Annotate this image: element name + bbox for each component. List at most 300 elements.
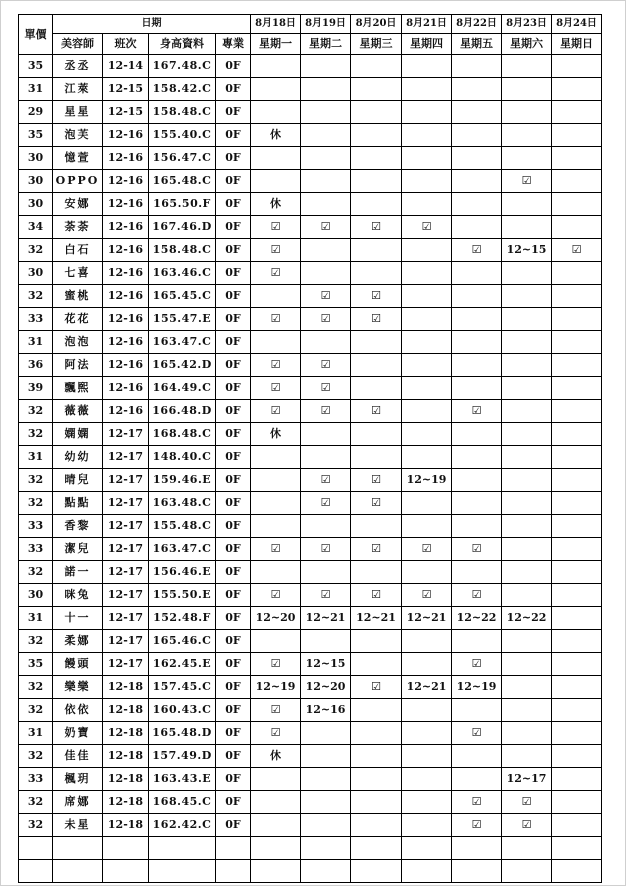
table-row	[19, 170, 602, 193]
table-row	[19, 515, 602, 538]
height-data-cell: 168.45.C	[149, 791, 216, 814]
empty-cell	[351, 837, 402, 860]
stylist-name-cell: 泡泡	[53, 331, 103, 354]
checkbox-mark-cell: ☑	[301, 400, 351, 423]
empty-cell	[402, 837, 452, 860]
day-cell: 12~20	[301, 676, 351, 699]
day-cell	[452, 699, 502, 722]
day-cell	[301, 170, 351, 193]
checkbox-mark-cell: ☑	[402, 584, 452, 607]
weekday-header: 星期二	[301, 34, 351, 55]
price-cell: 32	[19, 423, 53, 446]
day-cell	[552, 699, 602, 722]
day-cell: 12~17	[502, 768, 552, 791]
day-cell	[351, 124, 402, 147]
price-cell: 32	[19, 469, 53, 492]
specialty-cell: 0F	[216, 515, 251, 538]
day-cell	[402, 170, 452, 193]
day-cell	[552, 469, 602, 492]
schedule-table	[18, 14, 602, 883]
empty-cell	[19, 860, 53, 883]
day-cell	[502, 515, 552, 538]
height-data-cell: 163.43.E	[149, 768, 216, 791]
day-cell	[552, 354, 602, 377]
date-group-header: 日期	[53, 15, 251, 34]
day-cell	[502, 262, 552, 285]
day-cell	[351, 354, 402, 377]
day-cell	[502, 722, 552, 745]
checkbox-mark-cell: ☑	[502, 170, 552, 193]
day-cell	[301, 423, 351, 446]
schedule-body	[19, 55, 602, 883]
day-cell	[502, 101, 552, 124]
day-cell	[452, 285, 502, 308]
day-cell	[351, 745, 402, 768]
day-cell	[402, 101, 452, 124]
empty-cell	[552, 837, 602, 860]
empty-cell	[19, 837, 53, 860]
height-data-cell: 163.47.C	[149, 538, 216, 561]
day-cell	[251, 814, 301, 837]
checkbox-mark-cell: ☑	[452, 814, 502, 837]
day-cell	[452, 331, 502, 354]
day-cell: 12~21	[402, 607, 452, 630]
price-cell: 32	[19, 814, 53, 837]
table-row	[19, 423, 602, 446]
stylist-name-cell: 幼幼	[53, 446, 103, 469]
stylist-name-cell: 潔兒	[53, 538, 103, 561]
day-cell	[351, 170, 402, 193]
shift-cell: 12-16	[103, 170, 149, 193]
day-cell	[552, 170, 602, 193]
day-cell	[552, 814, 602, 837]
table-row	[19, 308, 602, 331]
height-data-cell: 158.42.C	[149, 78, 216, 101]
shift-cell: 12-16	[103, 262, 149, 285]
day-cell	[351, 814, 402, 837]
table-row	[19, 354, 602, 377]
checkbox-mark-cell: ☑	[301, 216, 351, 239]
stylist-name-cell: 七喜	[53, 262, 103, 285]
checkbox-mark-cell: ☑	[251, 262, 301, 285]
stylist-name-cell: 憶萱	[53, 147, 103, 170]
day-cell	[402, 354, 452, 377]
table-row	[19, 262, 602, 285]
stylist-name-cell: 樂樂	[53, 676, 103, 699]
day-cell	[251, 561, 301, 584]
price-cell: 32	[19, 791, 53, 814]
shift-cell: 12-16	[103, 285, 149, 308]
stylist-name-cell: 江萊	[53, 78, 103, 101]
checkbox-mark-cell: ☑	[251, 216, 301, 239]
checkbox-mark-cell: ☑	[301, 377, 351, 400]
day-cell	[301, 814, 351, 837]
day-cell	[452, 561, 502, 584]
specialty-cell: 0F	[216, 331, 251, 354]
checkbox-mark-cell: ☑	[251, 354, 301, 377]
day-cell	[351, 193, 402, 216]
table-row	[19, 492, 602, 515]
stylist-name-cell: 點點	[53, 492, 103, 515]
day-cell	[402, 722, 452, 745]
table-row	[19, 791, 602, 814]
day-cell	[251, 55, 301, 78]
day-cell	[402, 492, 452, 515]
stylist-name-cell: 諾一	[53, 561, 103, 584]
table-row	[19, 653, 602, 676]
day-cell	[502, 676, 552, 699]
day-cell	[452, 446, 502, 469]
day-cell	[251, 768, 301, 791]
checkbox-mark-cell: ☑	[502, 814, 552, 837]
day-cell	[251, 791, 301, 814]
price-cell: 30	[19, 147, 53, 170]
day-cell	[351, 791, 402, 814]
price-cell: 30	[19, 193, 53, 216]
specialty-cell: 0F	[216, 538, 251, 561]
price-cell: 30	[19, 170, 53, 193]
checkbox-mark-cell: ☑	[502, 791, 552, 814]
specialty-cell: 0F	[216, 722, 251, 745]
table-row	[19, 469, 602, 492]
stylist-name-cell: 未星	[53, 814, 103, 837]
shift-cell: 12-18	[103, 814, 149, 837]
checkbox-mark-cell: ☑	[251, 400, 301, 423]
table-row	[19, 377, 602, 400]
day-cell	[351, 101, 402, 124]
stylist-name-cell: 安娜	[53, 193, 103, 216]
day-cell	[301, 331, 351, 354]
day-cell	[402, 791, 452, 814]
shift-cell: 12-18	[103, 791, 149, 814]
specialty-cell: 0F	[216, 170, 251, 193]
day-cell	[552, 791, 602, 814]
empty-cell	[502, 860, 552, 883]
table-row	[19, 216, 602, 239]
shift-cell: 12-18	[103, 745, 149, 768]
table-row	[19, 676, 602, 699]
height-data-cell: 156.46.E	[149, 561, 216, 584]
height-data-cell: 165.42.D	[149, 354, 216, 377]
price-cell: 35	[19, 653, 53, 676]
day-cell	[251, 147, 301, 170]
day-cell	[301, 78, 351, 101]
day-cell	[301, 722, 351, 745]
table-row	[19, 768, 602, 791]
empty-cell	[251, 860, 301, 883]
stylist-name-cell: 星星	[53, 101, 103, 124]
day-cell	[251, 285, 301, 308]
day-cell: 12~21	[351, 607, 402, 630]
day-cell	[402, 561, 452, 584]
day-cell	[502, 492, 552, 515]
day-cell	[452, 124, 502, 147]
table-row	[19, 607, 602, 630]
day-cell	[351, 423, 402, 446]
price-cell: 35	[19, 124, 53, 147]
empty-row	[19, 837, 602, 860]
day-cell: 12~19	[452, 676, 502, 699]
checkbox-mark-cell: ☑	[301, 492, 351, 515]
day-cell	[552, 423, 602, 446]
day-cell	[502, 55, 552, 78]
day-cell	[402, 653, 452, 676]
price-cell: 35	[19, 55, 53, 78]
day-cell	[402, 377, 452, 400]
weekday-header-sunday: 星期日	[552, 34, 602, 55]
shift-cell: 12-16	[103, 331, 149, 354]
date-header: 8月19日	[301, 15, 351, 34]
specialty-cell: 0F	[216, 814, 251, 837]
shift-column-header: 班次	[103, 34, 149, 55]
day-cell: 12~21	[402, 676, 452, 699]
shift-cell: 12-18	[103, 722, 149, 745]
table-row	[19, 400, 602, 423]
specialty-cell: 0F	[216, 377, 251, 400]
day-cell	[402, 308, 452, 331]
height-data-cell: 148.40.C	[149, 446, 216, 469]
checkbox-mark-cell: ☑	[452, 584, 502, 607]
shift-cell: 12-17	[103, 561, 149, 584]
empty-cell	[552, 860, 602, 883]
day-cell	[552, 124, 602, 147]
day-cell	[351, 147, 402, 170]
day-cell	[552, 515, 602, 538]
height-data-cell: 165.50.F	[149, 193, 216, 216]
day-cell	[402, 55, 452, 78]
day-cell	[402, 239, 452, 262]
specialty-cell: 0F	[216, 446, 251, 469]
table-row	[19, 124, 602, 147]
specialty-cell: 0F	[216, 308, 251, 331]
day-cell	[351, 630, 402, 653]
date-header: 8月20日	[351, 15, 402, 34]
day-cell: 12~15	[502, 239, 552, 262]
checkbox-mark-cell: ☑	[301, 469, 351, 492]
day-cell	[502, 653, 552, 676]
day-cell	[502, 78, 552, 101]
empty-cell	[216, 837, 251, 860]
height-data-cell: 165.48.C	[149, 170, 216, 193]
height-data-cell: 157.45.C	[149, 676, 216, 699]
specialty-cell: 0F	[216, 768, 251, 791]
day-cell	[452, 423, 502, 446]
specialty-cell: 0F	[216, 147, 251, 170]
table-row	[19, 101, 602, 124]
shift-cell: 12-17	[103, 538, 149, 561]
day-cell	[452, 515, 502, 538]
empty-row	[19, 860, 602, 883]
day-cell	[552, 101, 602, 124]
stylist-name-cell: 阿法	[53, 354, 103, 377]
day-cell	[301, 791, 351, 814]
shift-cell: 12-16	[103, 193, 149, 216]
day-cell	[502, 630, 552, 653]
checkbox-mark-cell: ☑	[251, 377, 301, 400]
checkbox-mark-cell: ☑	[351, 584, 402, 607]
date-header: 8月22日	[452, 15, 502, 34]
specialty-cell: 0F	[216, 607, 251, 630]
table-row	[19, 538, 602, 561]
day-cell	[402, 630, 452, 653]
day-cell	[452, 492, 502, 515]
price-cell: 33	[19, 308, 53, 331]
weekday-header: 星期三	[351, 34, 402, 55]
day-cell	[552, 216, 602, 239]
price-cell: 31	[19, 78, 53, 101]
height-data-cell: 166.48.D	[149, 400, 216, 423]
empty-cell	[149, 860, 216, 883]
checkbox-mark-cell: ☑	[301, 584, 351, 607]
day-cell	[301, 630, 351, 653]
day-cell	[402, 745, 452, 768]
day-cell	[552, 285, 602, 308]
checkbox-mark-cell: ☑	[351, 538, 402, 561]
day-cell	[251, 170, 301, 193]
table-row	[19, 239, 602, 262]
height-data-cell: 160.43.C	[149, 699, 216, 722]
checkbox-mark-cell: ☑	[251, 538, 301, 561]
day-cell	[402, 446, 452, 469]
shift-cell: 12-16	[103, 216, 149, 239]
day-cell	[502, 285, 552, 308]
empty-cell	[53, 860, 103, 883]
day-cell	[502, 538, 552, 561]
checkbox-mark-cell: ☑	[301, 354, 351, 377]
shift-cell: 12-17	[103, 630, 149, 653]
price-cell: 32	[19, 745, 53, 768]
day-cell	[552, 768, 602, 791]
height-data-cell: 167.46.D	[149, 216, 216, 239]
day-cell	[452, 354, 502, 377]
day-cell	[452, 377, 502, 400]
day-cell	[402, 193, 452, 216]
day-cell	[552, 147, 602, 170]
checkbox-mark-cell: ☑	[251, 699, 301, 722]
height-data-cell: 165.48.D	[149, 722, 216, 745]
day-cell	[552, 676, 602, 699]
stylist-name-cell: 蜜桃	[53, 285, 103, 308]
day-cell	[452, 745, 502, 768]
shift-cell: 12-16	[103, 400, 149, 423]
day-cell	[552, 538, 602, 561]
day-cell	[251, 101, 301, 124]
height-data-cell: 163.47.C	[149, 331, 216, 354]
stylist-name-cell: OPPO	[53, 170, 103, 193]
price-cell: 30	[19, 584, 53, 607]
weekday-header: 星期五	[452, 34, 502, 55]
day-cell	[552, 377, 602, 400]
specialty-cell: 0F	[216, 791, 251, 814]
day-cell	[402, 423, 452, 446]
checkbox-mark-cell: ☑	[251, 653, 301, 676]
stylist-name-cell: 柔娜	[53, 630, 103, 653]
height-data-cell: 159.46.E	[149, 469, 216, 492]
day-cell	[301, 147, 351, 170]
table-row	[19, 814, 602, 837]
day-cell	[251, 630, 301, 653]
day-cell	[251, 331, 301, 354]
day-cell	[502, 216, 552, 239]
stylist-name-cell: 香黎	[53, 515, 103, 538]
specialty-cell: 0F	[216, 630, 251, 653]
table-row	[19, 55, 602, 78]
height-data-cell: 162.45.E	[149, 653, 216, 676]
day-cell	[402, 814, 452, 837]
empty-cell	[402, 860, 452, 883]
table-row	[19, 630, 602, 653]
height-data-cell: 163.46.C	[149, 262, 216, 285]
price-cell: 32	[19, 239, 53, 262]
specialty-cell: 0F	[216, 262, 251, 285]
specialty-cell: 0F	[216, 653, 251, 676]
price-header: 單價	[19, 15, 53, 55]
day-cell	[502, 423, 552, 446]
specialty-cell: 0F	[216, 676, 251, 699]
stylist-name-cell: 白石	[53, 239, 103, 262]
height-data-cell: 156.47.C	[149, 147, 216, 170]
day-cell	[452, 101, 502, 124]
day-cell	[452, 308, 502, 331]
day-cell	[351, 262, 402, 285]
day-cell: 休	[251, 745, 301, 768]
empty-cell	[452, 837, 502, 860]
empty-cell	[103, 837, 149, 860]
stylist-name-cell: 饅頭	[53, 653, 103, 676]
height-data-cell: 157.49.D	[149, 745, 216, 768]
price-cell: 33	[19, 768, 53, 791]
height-data-cell: 165.45.C	[149, 285, 216, 308]
stylist-name-cell: 依依	[53, 699, 103, 722]
day-cell	[402, 285, 452, 308]
height-data-cell: 152.48.F	[149, 607, 216, 630]
height-data-cell: 158.48.C	[149, 101, 216, 124]
date-header: 8月21日	[402, 15, 452, 34]
specialty-cell: 0F	[216, 55, 251, 78]
day-cell	[552, 492, 602, 515]
height-data-cell: 155.47.E	[149, 308, 216, 331]
day-cell: 12~22	[502, 607, 552, 630]
checkbox-mark-cell: ☑	[301, 285, 351, 308]
day-cell	[351, 561, 402, 584]
price-cell: 32	[19, 561, 53, 584]
empty-cell	[53, 837, 103, 860]
shift-cell: 12-17	[103, 584, 149, 607]
checkbox-mark-cell: ☑	[452, 400, 502, 423]
shift-cell: 12-16	[103, 377, 149, 400]
stylist-column-header: 美容師	[53, 34, 103, 55]
specialty-cell: 0F	[216, 285, 251, 308]
weekday-header-saturday: 星期六	[502, 34, 552, 55]
checkbox-mark-cell: ☑	[452, 653, 502, 676]
stylist-name-cell: 佳佳	[53, 745, 103, 768]
day-cell	[502, 446, 552, 469]
day-cell	[301, 101, 351, 124]
checkbox-mark-cell: ☑	[452, 791, 502, 814]
table-row	[19, 285, 602, 308]
stylist-name-cell: 奶寶	[53, 722, 103, 745]
day-cell	[301, 239, 351, 262]
specialty-cell: 0F	[216, 469, 251, 492]
day-cell	[351, 515, 402, 538]
day-cell	[251, 492, 301, 515]
day-cell	[502, 147, 552, 170]
day-cell	[552, 331, 602, 354]
shift-cell: 12-14	[103, 55, 149, 78]
empty-cell	[103, 860, 149, 883]
day-cell	[251, 469, 301, 492]
empty-cell	[351, 860, 402, 883]
